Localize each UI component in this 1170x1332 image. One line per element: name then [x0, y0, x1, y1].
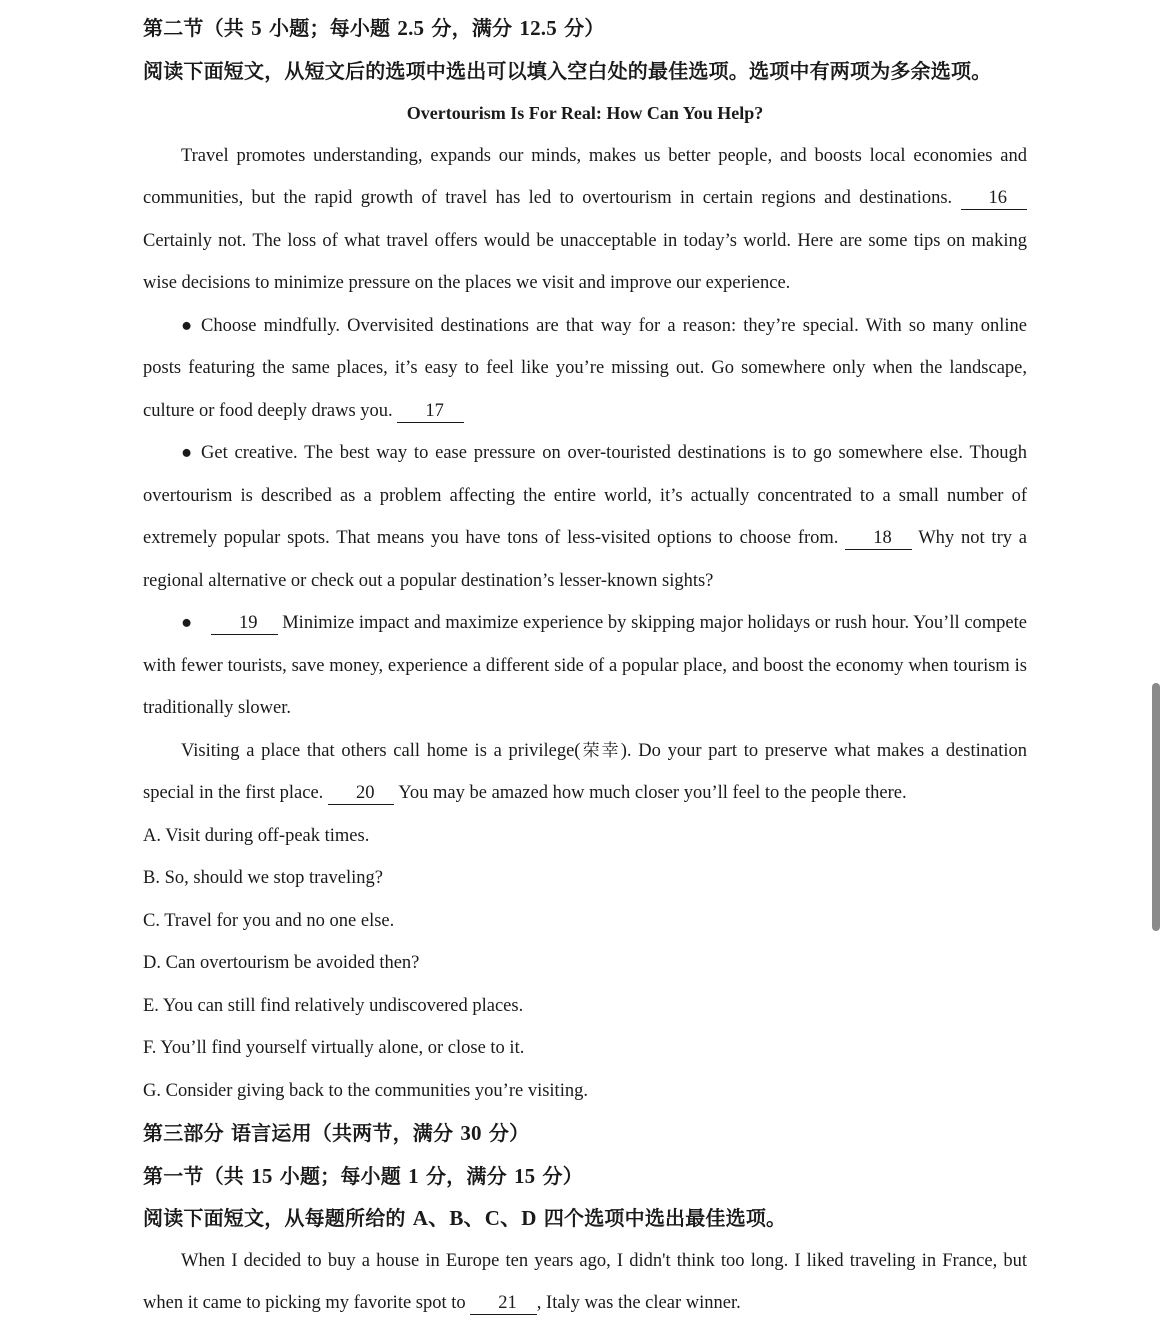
part3-section1-heading: 第一节（共 15 小题；每小题 1 分，满分 15 分）: [143, 1163, 583, 1188]
paragraph-2: ● Choose mindfully. Overvisited destinations are that way for a reason: they’re special. With so many online posts featuring the same places, it’s easy to feel like you’re missing out. Go somewhere only when the landscape, culture or food deeply draws you. 17: [143, 305, 1027, 433]
paragraph-1: Travel promotes understanding, expands our minds, makes us better people, and boosts local economies and communities, but the rapid growth of travel has led to overtourism in certain regions and destinations. 16 Certainly not. The loss of what travel offers would be unacceptable in today’s world. Here are some tips on making wise decisions to minimize pressure on the places we visit and improve our experience.: [143, 145, 1027, 293]
bullet-icon: ●: [181, 613, 193, 633]
part3-paragraph-1: When I decided to buy a house in Europe ten years ago, I didn't think too long. I liked traveling in France, but when it came to picking my favorite spot to 21 , Italy was the clear winner.: [143, 1250, 1027, 1313]
blank-18: 18: [845, 527, 912, 550]
paragraph-4: ● 19 Minimize impact and maximize experience by skipping major holidays or rush hour. You’ll compete with fewer tourists, save money, experience a different side of a popular place, and boost the economy when tourism is traditionally slower.: [143, 602, 1027, 730]
bullet-icon: ●: [181, 315, 193, 336]
option-c: C. Travel for you and no one else.: [143, 910, 395, 931]
part3-instruction: 阅读下面短文，从每题所给的 A、B、C、D 四个选项中选出最佳选项。: [143, 1206, 787, 1230]
document-page: [143, 0, 1027, 1325]
option-g: G. Consider giving back to the communities you’re visiting.: [143, 1080, 588, 1101]
paragraph-3: ● Get creative. The best way to ease pressure on over-touristed destinations is to go somewhere else. Though overtourism is described as a problem affecting the entire world, it’s actually concentrated to a small number of extremely popular spots. That means you have tons of less-visited options to choose from. 18 Why not try a regional alternative or check out a popular destination’s lesser-known sights?: [143, 432, 1027, 602]
blank-16: 16: [961, 187, 1028, 210]
blank-17: 17: [397, 400, 464, 423]
blank-21: 21: [470, 1292, 537, 1315]
vertical-scrollbar[interactable]: [1152, 683, 1160, 931]
option-a: A. Visit during off-peak times.: [143, 825, 370, 846]
passage-title: Overtourism Is For Real: How Can You Help?: [406, 103, 764, 123]
paragraph-5: Visiting a place that others call home is a privilege(荣幸). Do your part to preserve what makes a destination special in the first place. 20 You may be amazed how much closer you’ll feel to the people there.: [143, 740, 1027, 803]
part3-heading: 第三部分 语言运用（共两节，满分 30 分）: [143, 1121, 530, 1145]
option-b: B. So, should we stop traveling?: [143, 868, 383, 888]
section2-instruction: 阅读下面短文，从短文后的选项中选出可以填入空白处的最佳选项。选项中有两项为多余选项。: [143, 58, 992, 83]
option-f: F. You’ll find yourself virtually alone, or close to it.: [143, 1038, 525, 1058]
blank-19: 19: [211, 612, 278, 635]
option-e: E. You can still find relatively undiscovered places.: [143, 995, 524, 1016]
bullet-icon: ●: [181, 443, 193, 463]
section2-heading: 第二节（共 5 小题；每小题 2.5 分，满分 12.5 分）: [143, 16, 605, 40]
option-d: D. Can overtourism be avoided then?: [143, 953, 420, 973]
blank-20: 20: [328, 782, 395, 805]
